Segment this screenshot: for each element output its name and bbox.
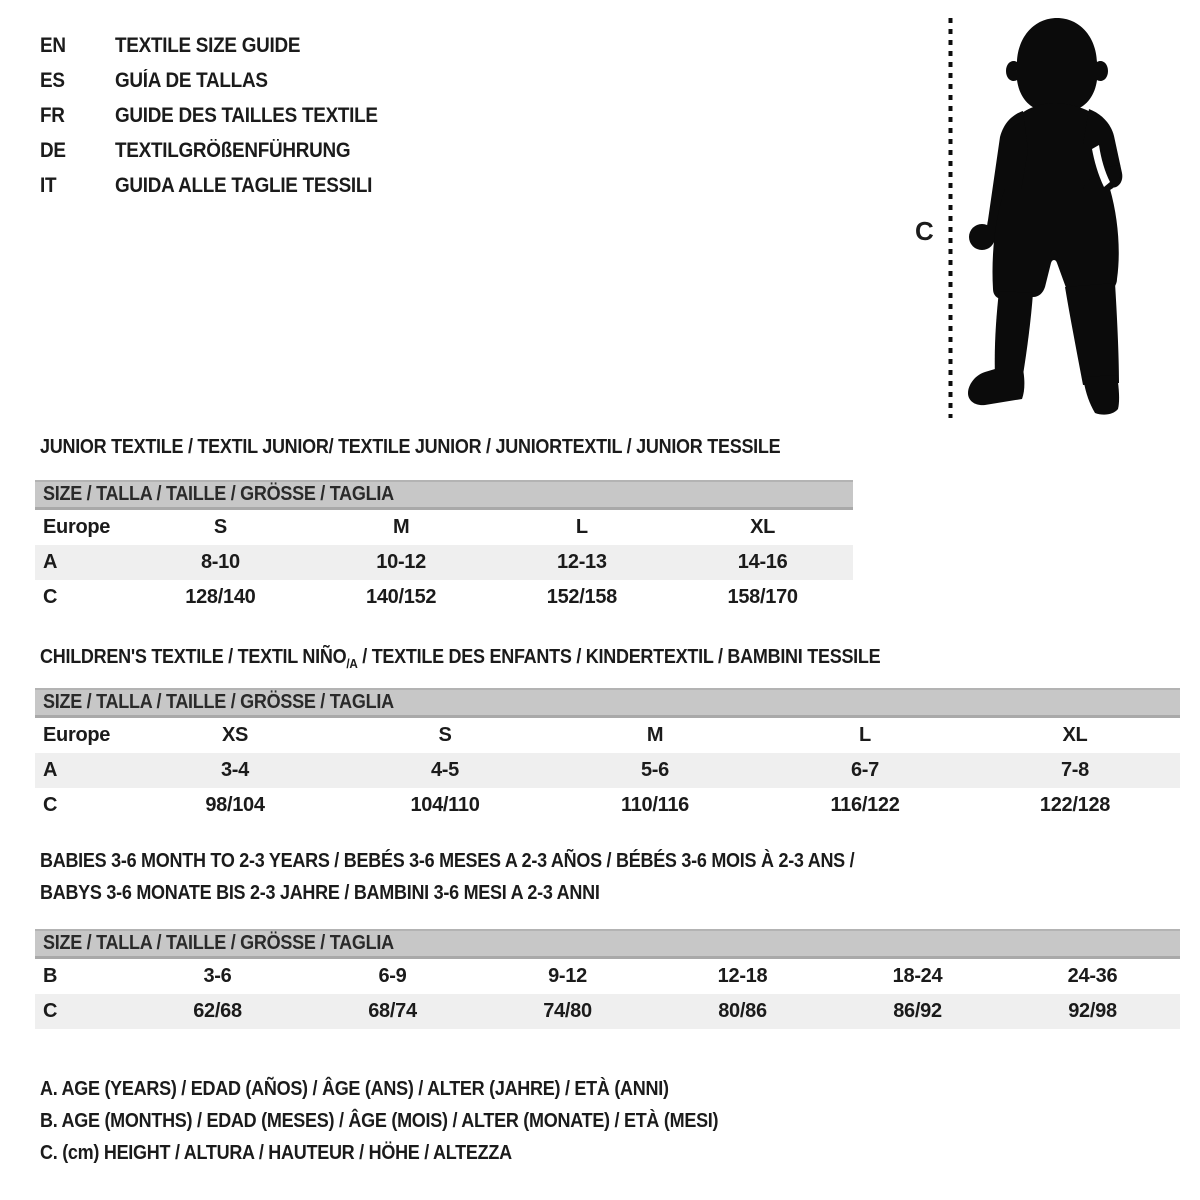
size-cell: 128/140 — [185, 586, 256, 608]
row-label: A — [43, 759, 58, 781]
guide-title-fr: GUIDE DES TAILLES TEXTILE — [115, 103, 378, 127]
size-header-label: SIZE / TALLA / TAILLE / GRÖSSE / TAGLIA — [43, 483, 394, 505]
measurement-legend — [40, 1073, 794, 1169]
size-header-band — [35, 480, 853, 510]
size-cell: 3-4 — [220, 759, 249, 781]
size-cell: 110/116 — [621, 794, 689, 816]
language-title-list — [40, 28, 407, 203]
size-cell: S — [213, 516, 227, 538]
table-row-height-cm — [35, 994, 1180, 1029]
language-row — [40, 168, 407, 203]
size-header-band — [35, 688, 1180, 718]
size-cell: 158/170 — [727, 586, 798, 608]
size-cell: 7-8 — [1060, 759, 1089, 781]
size-cell: 8-10 — [200, 551, 240, 573]
size-cell: 12-18 — [717, 965, 768, 987]
size-cell: 6-9 — [378, 965, 407, 987]
size-cell: 9-12 — [548, 965, 587, 987]
language-row — [40, 28, 407, 63]
size-cell: 152/158 — [546, 586, 617, 608]
babies-section-title-line1: BABIES 3-6 MONTH TO 2-3 YEARS / BEBÉS 3-6 MESES A 2-3 AÑOS / BÉBÉS 3-6 MOIS À 2-3 ANS / — [40, 850, 855, 872]
legend-line-a: A. AGE (YEARS) / EDAD (AÑOS) / ÂGE (ANS) / ALTER (JAHRE) / ETÀ (ANNI) — [40, 1077, 669, 1100]
size-cell: 12-13 — [557, 551, 607, 573]
size-cell: 86/92 — [893, 1000, 942, 1022]
guide-title-es: GUÍA DE TALLAS — [115, 68, 268, 92]
size-cell: 104/110 — [410, 794, 480, 816]
table-row-age-years — [35, 545, 853, 580]
language-row — [40, 133, 407, 168]
size-cell: 6-7 — [850, 759, 879, 781]
language-code: DE — [40, 138, 66, 162]
guide-title-en: TEXTILE SIZE GUIDE — [115, 33, 301, 57]
size-cell: XL — [750, 516, 776, 538]
size-cell: 4-5 — [430, 759, 459, 781]
language-code: EN — [40, 33, 66, 57]
guide-title-it: GUIDA ALLE TAGLIE TESSILI — [115, 173, 373, 197]
height-label-c: C — [915, 216, 934, 246]
junior-size-table — [35, 480, 853, 615]
size-cell: L — [859, 724, 871, 746]
row-label: Europe — [43, 516, 111, 538]
table-row-europe — [35, 718, 1180, 753]
toddler-silhouette-image — [965, 15, 1145, 420]
size-cell: 98/104 — [205, 794, 265, 816]
table-row-height-cm — [35, 788, 1180, 823]
row-label: A — [43, 551, 58, 573]
language-code: IT — [40, 173, 57, 197]
size-cell: 10-12 — [376, 551, 426, 573]
size-cell: 68/74 — [368, 1000, 417, 1022]
row-label: B — [43, 965, 58, 987]
height-measure-dashed-line — [946, 18, 955, 418]
language-row — [40, 63, 407, 98]
size-cell: 116/122 — [830, 794, 900, 816]
children-section-title: CHILDREN'S TEXTILE / TEXTIL $NIÑO_{/A}$ / TEXTILE DES ENFANTS / KINDERTEXTIL / BAMBINI TESSILE — [40, 646, 881, 671]
size-cell: 80/86 — [718, 1000, 767, 1022]
table-row-height-cm — [35, 580, 853, 615]
children-size-table — [35, 688, 1180, 823]
size-cell: 18-24 — [892, 965, 943, 987]
size-cell: 24-36 — [1067, 965, 1118, 987]
legend-line-c: C. (cm) HEIGHT / ALTURA / HAUTEUR / HÖHE / ALTEZZA — [40, 1141, 512, 1164]
size-cell: 140/152 — [366, 586, 437, 608]
size-cell: 3-6 — [203, 965, 232, 987]
babies-section-title-line2: BABYS 3-6 MONATE BIS 2-3 JAHRE / BAMBINI 3-6 MESI A 2-3 ANNI — [40, 882, 600, 904]
size-header-label: SIZE / TALLA / TAILLE / GRÖSSE / TAGLIA — [43, 691, 394, 713]
size-cell: S — [438, 724, 452, 746]
language-row — [40, 98, 407, 133]
table-row-europe — [35, 510, 853, 545]
language-code: ES — [40, 68, 65, 92]
junior-section-title: JUNIOR TEXTILE / TEXTIL JUNIOR/ TEXTILE JUNIOR / JUNIORTEXTIL / JUNIOR TESSILE — [40, 436, 781, 458]
size-cell: 14-16 — [737, 551, 788, 573]
row-label: C — [43, 586, 58, 608]
size-cell: XS — [221, 724, 249, 746]
row-label: C — [43, 1000, 58, 1022]
size-header-band — [35, 929, 1180, 959]
row-label: Europe — [43, 724, 111, 746]
table-row-age-years — [35, 753, 1180, 788]
size-cell: M — [646, 724, 664, 746]
size-cell: 62/68 — [193, 1000, 242, 1022]
size-cell: 5-6 — [640, 759, 669, 781]
size-header-label: SIZE / TALLA / TAILLE / GRÖSSE / TAGLIA — [43, 932, 394, 954]
size-cell: XL — [1062, 724, 1088, 746]
row-label: C — [43, 794, 58, 816]
legend-line-b: B. AGE (MONTHS) / EDAD (MESES) / ÂGE (MOIS) / ALTER (MONATE) / ETÀ (MESI) — [40, 1109, 719, 1132]
babies-size-table — [35, 929, 1180, 1029]
language-code: FR — [40, 103, 65, 127]
table-row-age-months — [35, 959, 1180, 994]
guide-title-de: TEXTILGRÖßENFÜHRUNG — [115, 138, 351, 162]
size-cell: M — [392, 516, 410, 538]
nino-a-subscript: /A — [346, 656, 358, 671]
size-cell: L — [575, 516, 588, 538]
size-cell: 122/128 — [1039, 794, 1111, 816]
size-cell: 74/80 — [543, 1000, 592, 1022]
size-cell: 92/98 — [1068, 1000, 1117, 1022]
